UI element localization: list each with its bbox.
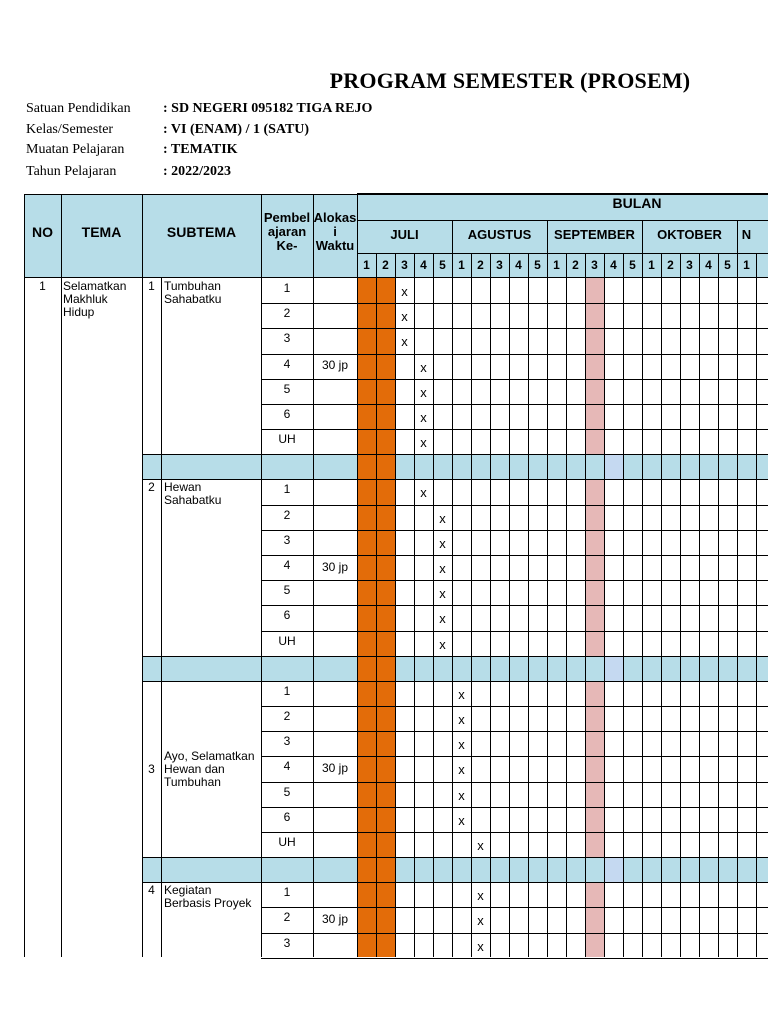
schedule-mark: x	[439, 586, 446, 602]
grid-line	[313, 194, 314, 957]
week-number: 2	[667, 258, 674, 272]
separator-row	[395, 857, 768, 882]
week-number: 1	[648, 258, 655, 272]
lesson-number: 1	[283, 683, 291, 698]
lesson-number: 4	[283, 356, 291, 371]
week-number: 5	[534, 258, 541, 272]
schedule-mark: x	[401, 334, 408, 350]
grid-line	[24, 194, 25, 957]
lesson-number: 5	[283, 381, 291, 396]
grid-line	[261, 580, 768, 581]
week-number: 1	[553, 258, 560, 272]
lesson-number: 2	[283, 507, 291, 522]
grid-line	[357, 220, 768, 221]
week-number: 2	[382, 258, 389, 272]
grid-line	[261, 933, 768, 934]
grid-line	[261, 354, 768, 355]
lesson-number: 4	[283, 558, 291, 572]
schedule-mark: x	[458, 787, 465, 803]
subtema-name: Sahabatku	[164, 493, 222, 508]
subtema-number: 1	[148, 279, 155, 293]
grid-line	[261, 328, 768, 329]
lesson-number: 4	[283, 759, 291, 774]
header-tema: TEMA	[81, 224, 122, 240]
lesson-number: 5	[283, 583, 291, 598]
grid-line	[142, 454, 768, 455]
meta-value: : TEMATIK	[163, 142, 238, 157]
schedule-mark: x	[458, 686, 465, 702]
grid-line	[142, 857, 768, 858]
week-number: 3	[496, 258, 503, 272]
lesson-number: 3	[283, 331, 291, 346]
alokasi-waktu: 30 jp	[321, 559, 349, 574]
month-header: OKTOBER	[657, 227, 722, 242]
meta-value: : 2022/2023	[163, 164, 232, 179]
separator-highlight	[605, 657, 623, 681]
grid-line	[261, 404, 768, 405]
separator-row	[395, 656, 768, 681]
meta-label: Muatan Pelajaran	[26, 142, 125, 157]
schedule-mark: x	[420, 410, 427, 425]
week-number: 4	[420, 258, 427, 272]
tema-name: Hidup	[63, 305, 95, 319]
grid-line	[161, 277, 162, 957]
grid-line	[261, 907, 768, 908]
week-number: 5	[724, 258, 731, 272]
week-number: 1	[458, 258, 465, 272]
header-bulan: BULAN	[612, 195, 662, 211]
month-header: N	[741, 227, 752, 242]
grid-line	[261, 731, 768, 732]
separator-row	[395, 454, 768, 479]
schedule-mark: x	[401, 284, 408, 299]
lesson-number: 2	[283, 910, 291, 925]
grid-line	[261, 832, 768, 833]
schedule-mark: x	[458, 762, 465, 778]
grid-line	[357, 194, 358, 957]
schedule-mark: x	[439, 636, 446, 652]
schedule-mark: x	[477, 888, 484, 904]
grid-line	[261, 429, 768, 430]
grid-line	[261, 782, 768, 783]
grid-line	[142, 882, 768, 883]
month-header: JULI	[390, 227, 419, 242]
header-pembelajaran: Ke-	[276, 238, 298, 253]
header-pembelajaran: ajaran	[267, 224, 307, 239]
lesson-number: 6	[283, 809, 291, 824]
grid-line	[261, 706, 768, 707]
grid-line	[261, 605, 768, 606]
grid-line	[261, 631, 768, 632]
schedule-mark: x	[458, 737, 465, 753]
week-number: 2	[572, 258, 579, 272]
week-number: 3	[686, 258, 693, 272]
separator-row	[142, 454, 357, 479]
subtema-name: Berbasis Proyek	[164, 896, 252, 911]
schedule-mark: x	[401, 309, 408, 325]
lesson-number: 3	[283, 532, 291, 547]
schedule-mark: x	[439, 561, 446, 576]
meta-label: Tahun Pelajaran	[26, 164, 117, 179]
alokasi-waktu: 30 jp	[321, 912, 349, 926]
separator-highlight	[605, 455, 623, 479]
week-number: 4	[705, 258, 712, 272]
schedule-mark: x	[420, 435, 427, 451]
lesson-number: 1	[283, 885, 291, 900]
grid-line	[357, 253, 768, 254]
grid-line	[261, 807, 768, 808]
month-header: SEPTEMBER	[554, 227, 635, 242]
week-number: 2	[477, 258, 484, 272]
alokasi-waktu: 30 jp	[321, 761, 349, 775]
header-subtema: SUBTEMA	[166, 224, 237, 240]
schedule-mark: x	[439, 611, 446, 627]
grid-line	[261, 303, 768, 304]
meta-label: Satuan Pendidikan	[26, 101, 131, 116]
schedule-mark: x	[439, 510, 446, 526]
meta-label: Kelas/Semester	[26, 122, 114, 137]
tema-name: Selamatkan	[63, 279, 127, 293]
grid-line	[261, 555, 768, 556]
week-number: 3	[591, 258, 598, 272]
schedule-mark: x	[477, 838, 484, 853]
separator-row	[142, 656, 357, 681]
meta-value: : SD NEGERI 095182 TIGA REJO	[163, 101, 373, 116]
subtema-name: Sahabatku	[164, 292, 222, 306]
grid-line	[142, 681, 768, 682]
lesson-number: UH	[278, 432, 296, 447]
subtema-name: Kegiatan	[164, 883, 212, 898]
grid-line	[357, 193, 768, 194]
row-no: 1	[39, 279, 46, 293]
schedule-mark: x	[420, 485, 427, 501]
schedule-mark: x	[420, 359, 427, 375]
grid-line	[61, 194, 62, 957]
schedule-mark: x	[439, 535, 446, 551]
week-number: 3	[401, 258, 408, 272]
lesson-number: 6	[283, 608, 291, 623]
separator-row	[142, 857, 357, 882]
tema-name: Makhluk	[63, 292, 108, 306]
subtema-number: 2	[148, 480, 155, 495]
lesson-number: 2	[283, 709, 291, 723]
schedule-mark: x	[477, 938, 484, 954]
schedule-mark: x	[458, 812, 465, 828]
week-number: 5	[439, 258, 446, 272]
lesson-number: UH	[278, 633, 296, 648]
week-number: 4	[610, 258, 617, 272]
lesson-number: 1	[283, 482, 291, 497]
subtema-number: 4	[148, 883, 155, 898]
header-pembelajaran: Pembel	[263, 210, 311, 225]
lesson-number: 2	[283, 306, 291, 321]
subtema-name: Hewan dan	[164, 761, 225, 776]
lesson-number: 3	[283, 935, 291, 950]
lesson-number: UH	[278, 835, 296, 849]
lesson-number: 5	[283, 784, 291, 799]
lesson-number: 3	[283, 734, 291, 749]
week-number: 4	[515, 258, 522, 272]
grid-line	[261, 756, 768, 757]
grid-line	[261, 379, 768, 380]
header-no: NO	[32, 224, 53, 240]
month-header: AGUSTUS	[467, 227, 532, 242]
alokasi-waktu: 30 jp	[321, 358, 349, 373]
subtema-name: Tumbuhan	[164, 279, 221, 293]
lesson-number: 6	[283, 407, 291, 421]
grid-line	[142, 194, 143, 957]
grid-line	[142, 479, 768, 480]
grid-line	[142, 656, 768, 657]
week-number: 1	[363, 258, 370, 272]
grid-line	[261, 505, 768, 506]
subtema-name: Hewan	[164, 480, 202, 495]
subtema-name: Ayo, Selamatkan	[164, 748, 255, 763]
lesson-number: 1	[283, 281, 291, 295]
page-title: PROGRAM SEMESTER (PROSEM)	[329, 68, 691, 93]
week-number: 5	[629, 258, 636, 272]
grid-line	[261, 958, 768, 959]
header-alokasi: i	[333, 224, 337, 239]
subtema-name: Tumbuhan	[164, 774, 221, 789]
schedule-mark: x	[458, 712, 465, 727]
header-alokasi: Alokas	[313, 210, 357, 225]
week-number: 1	[743, 258, 750, 272]
meta-value: : VI (ENAM) / 1 (SATU)	[163, 122, 310, 137]
schedule-mark: x	[420, 384, 427, 400]
separator-highlight	[605, 858, 623, 882]
schedule-mark: x	[477, 913, 484, 929]
subtema-number: 3	[148, 762, 155, 776]
header-bottom-border	[24, 277, 768, 278]
grid-line	[261, 530, 768, 531]
header-alokasi: Waktu	[315, 238, 355, 253]
